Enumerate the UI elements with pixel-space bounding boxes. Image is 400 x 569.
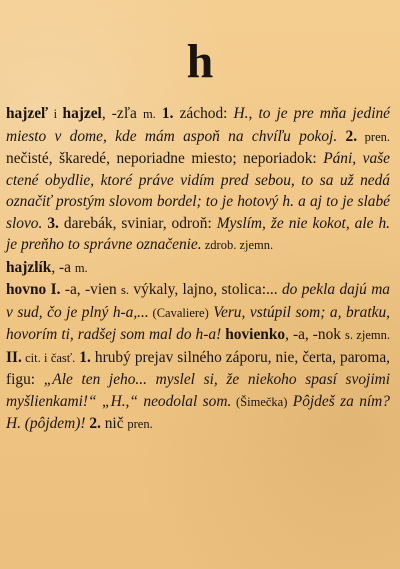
connector: i (48, 107, 63, 121)
example: H., to je pre mňa jediné miesto v dome, kde mám aspoň na chvíľu pokoj. (6, 105, 391, 145)
source-citation: (Šimečka) (231, 394, 288, 409)
example: Páni, vaše ctené obydlie, ktoré práve vidím pred sebou, to sa už nedá označiť prostým slovom bordel; to je hotový h. a aj to je slabé slovo. (6, 150, 390, 232)
derivative-headword: hovienko (221, 326, 286, 343)
roman-numeral: I. (46, 281, 61, 298)
inflection: -a, -vien (60, 281, 122, 298)
definition: nečisté, škaredé, neporiadne miesto; neporiadok: (6, 150, 324, 167)
usage-label: pren. (357, 129, 391, 144)
gender-label: m. (142, 107, 156, 121)
gender-label: s. (121, 283, 130, 297)
headword-variant: hajzel (62, 105, 102, 122)
entry-hajzel (6, 103, 390, 279)
usage-label: pren. (127, 417, 153, 431)
inflection: , -a (51, 258, 75, 276)
sense-number: 3. (42, 214, 59, 232)
sense-number: 2. (337, 127, 358, 145)
gender-label: m. (74, 260, 88, 275)
example: Myslím, že nie kokot, ale h. je preňho to správne označenie. (6, 214, 391, 253)
definition: záchod: (173, 105, 234, 122)
entry-hovno (6, 279, 390, 436)
headword: hajzeľ (6, 105, 49, 122)
derivative-headword: hajzlík (6, 258, 52, 276)
definition: výkaly, lajno, stolica: (129, 281, 267, 298)
source-citation: (Cavaliere) (148, 305, 209, 320)
inflection: , -a, -nok (285, 326, 346, 343)
roman-numeral: II. (6, 348, 22, 366)
definition: hrubý prejav silného záporu, nie, čerta, paroma, figu: (6, 348, 390, 388)
sense-number: 2. (85, 415, 101, 432)
derivative-label: zdrob. zjemn. (201, 238, 274, 252)
definition: darebák, sviniar, odroň: (58, 214, 217, 232)
gender-label: s. zjemn. (345, 328, 390, 342)
sense-number: 1. (155, 105, 174, 122)
inflection: , -zľa (101, 105, 143, 122)
definition: nič (100, 415, 128, 432)
example: do pekla dajú ma v sud, čo je plný h-a,... (6, 281, 391, 321)
example: Veru, vstúpil som; a, bratku, hovorím ti, radšej som mal do h-a! (6, 303, 390, 343)
ellipsis: ... (266, 281, 282, 298)
example: „Ale ten jeho... myslel si, že niekoho spasí svojimi myšlienkami!“ „H.,“ neodolal som. (6, 371, 390, 410)
part-of-speech-label: cit. i časť. (21, 350, 76, 365)
sense-number: 1. (75, 348, 91, 366)
example: Pôjdeš za ním? H. (pôjdem)! (6, 392, 390, 432)
dictionary-entries (6, 103, 390, 436)
headword: hovno (6, 281, 47, 298)
section-letter-heading: h (186, 35, 214, 88)
